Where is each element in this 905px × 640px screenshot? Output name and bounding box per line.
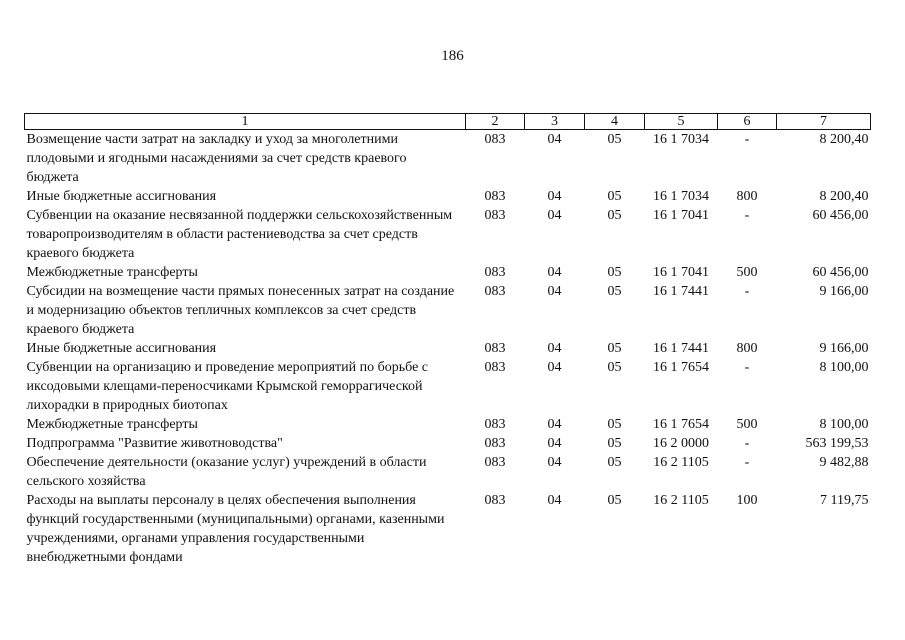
row-subsection-code: 05 [607,341,622,356]
row-subsection-code: 05 [607,284,622,299]
row-name: Иные бюджетные ассигнования [26,189,217,204]
row-subsection-code: 05 [607,132,622,147]
row-subsection-code: 05 [607,493,622,508]
row-name: Субвенции на организацию и проведение мероприятий по борьбе с иксодовыми клещами-переносчиками Крымской геморрагической лихорадки в природных биотопах [26,360,429,413]
row-target-code: 16 1 7041 [653,265,709,280]
row-section-code: 04 [547,417,562,432]
row-expense-type: - [744,360,750,375]
row-expense-type: - [744,455,750,470]
row-target-code: 16 1 7034 [653,189,709,204]
row-target-code: 16 1 7441 [653,284,709,299]
row-section-code: 04 [547,436,562,451]
row-ministry-code: 083 [484,189,506,204]
row-subsection-code: 05 [607,265,622,280]
row-name: Обеспечение деятельности (оказание услуг) учреждений в области сельского хозяйства [26,455,427,489]
table-row [25,453,871,491]
row-name: Субсидии на возмещение части прямых понесенных затрат на создание и модернизацию объектов тепличных комплексов за счет средств краевого бюджета [26,284,455,337]
row-ministry-code: 083 [484,208,506,223]
row-expense-type: 800 [736,341,758,356]
table-row [25,263,871,282]
row-amount: 9 482,88 [819,455,869,470]
row-section-code: 04 [547,189,562,204]
row-section-code: 04 [547,455,562,470]
row-target-code: 16 2 0000 [653,436,709,451]
row-amount: 8 200,40 [819,189,869,204]
row-amount: 9 166,00 [819,284,869,299]
row-subsection-code: 05 [607,189,622,204]
row-expense-type: - [744,436,750,451]
row-subsection-code: 05 [607,417,622,432]
page-number: 186 [441,48,464,64]
header-col-5: 5 [645,114,718,130]
header-row [25,114,871,130]
row-expense-type: 800 [736,189,758,204]
row-ministry-code: 083 [484,284,506,299]
row-target-code: 16 1 7034 [653,132,709,147]
row-name: Иные бюджетные ассигнования [26,341,217,356]
row-target-code: 16 1 7441 [653,341,709,356]
header-col-4: 4 [585,114,645,130]
row-expense-type: - [744,208,750,223]
row-section-code: 04 [547,341,562,356]
row-amount: 563 199,53 [805,436,869,451]
row-ministry-code: 083 [484,493,506,508]
row-name: Субвенции на оказание несвязанной поддержки сельскохозяйственным товаропроизводителям в области растениеводства за счет средств краевого бюджета [26,208,453,261]
row-ministry-code: 083 [484,436,506,451]
row-subsection-code: 05 [607,455,622,470]
table-row [25,358,871,415]
row-name: Подпрограмма "Развитие животноводства" [26,436,283,451]
table-row [25,434,871,453]
row-ministry-code: 083 [484,341,506,356]
row-subsection-code: 05 [607,208,622,223]
table-row [25,187,871,206]
table-row [25,206,871,263]
row-section-code: 04 [547,265,562,280]
row-expense-type: 500 [736,417,758,432]
row-amount: 8 100,00 [819,417,869,432]
table-row [25,491,871,567]
row-ministry-code: 083 [484,360,506,375]
row-target-code: 16 2 1105 [653,455,709,470]
row-section-code: 04 [547,284,562,299]
row-amount: 8 200,40 [819,132,869,147]
row-amount: 60 456,00 [812,265,869,280]
row-name: Возмещение части затрат на закладку и уход за многолетними плодовыми и ягодными насаждениями за счет средств краевого бюджета [26,132,407,185]
header-col-1: 1 [25,114,466,130]
row-section-code: 04 [547,132,562,147]
header-col-2: 2 [466,114,525,130]
row-subsection-code: 05 [607,360,622,375]
table-row [25,415,871,434]
row-name: Межбюджетные трансферты [26,417,198,432]
row-subsection-code: 05 [607,436,622,451]
row-section-code: 04 [547,360,562,375]
row-name: Расходы на выплаты персоналу в целях обеспечения выполнения функций государственными (муниципальными) органами, казенными учреждениями, органами управления государственными внебюджетными фондами [26,493,445,565]
row-amount: 7 119,75 [820,493,869,508]
row-name: Межбюджетные трансферты [26,265,198,280]
row-amount: 9 166,00 [819,341,869,356]
row-expense-type: 100 [736,493,758,508]
row-section-code: 04 [547,208,562,223]
row-ministry-code: 083 [484,132,506,147]
row-amount: 60 456,00 [812,208,869,223]
header-col-6: 6 [718,114,777,130]
row-target-code: 16 1 7041 [653,208,709,223]
table-row [25,282,871,339]
header-col-7: 7 [777,114,871,130]
row-ministry-code: 083 [484,265,506,280]
row-amount: 8 100,00 [819,360,869,375]
table-row [25,339,871,358]
table-row [25,130,871,188]
row-target-code: 16 1 7654 [653,360,709,375]
header-col-3: 3 [525,114,585,130]
row-ministry-code: 083 [484,417,506,432]
row-ministry-code: 083 [484,455,506,470]
row-expense-type: - [744,284,750,299]
budget-table [24,113,871,567]
row-target-code: 16 1 7654 [653,417,709,432]
row-expense-type: - [744,132,750,147]
row-section-code: 04 [547,493,562,508]
row-target-code: 16 2 1105 [653,493,709,508]
row-expense-type: 500 [736,265,758,280]
